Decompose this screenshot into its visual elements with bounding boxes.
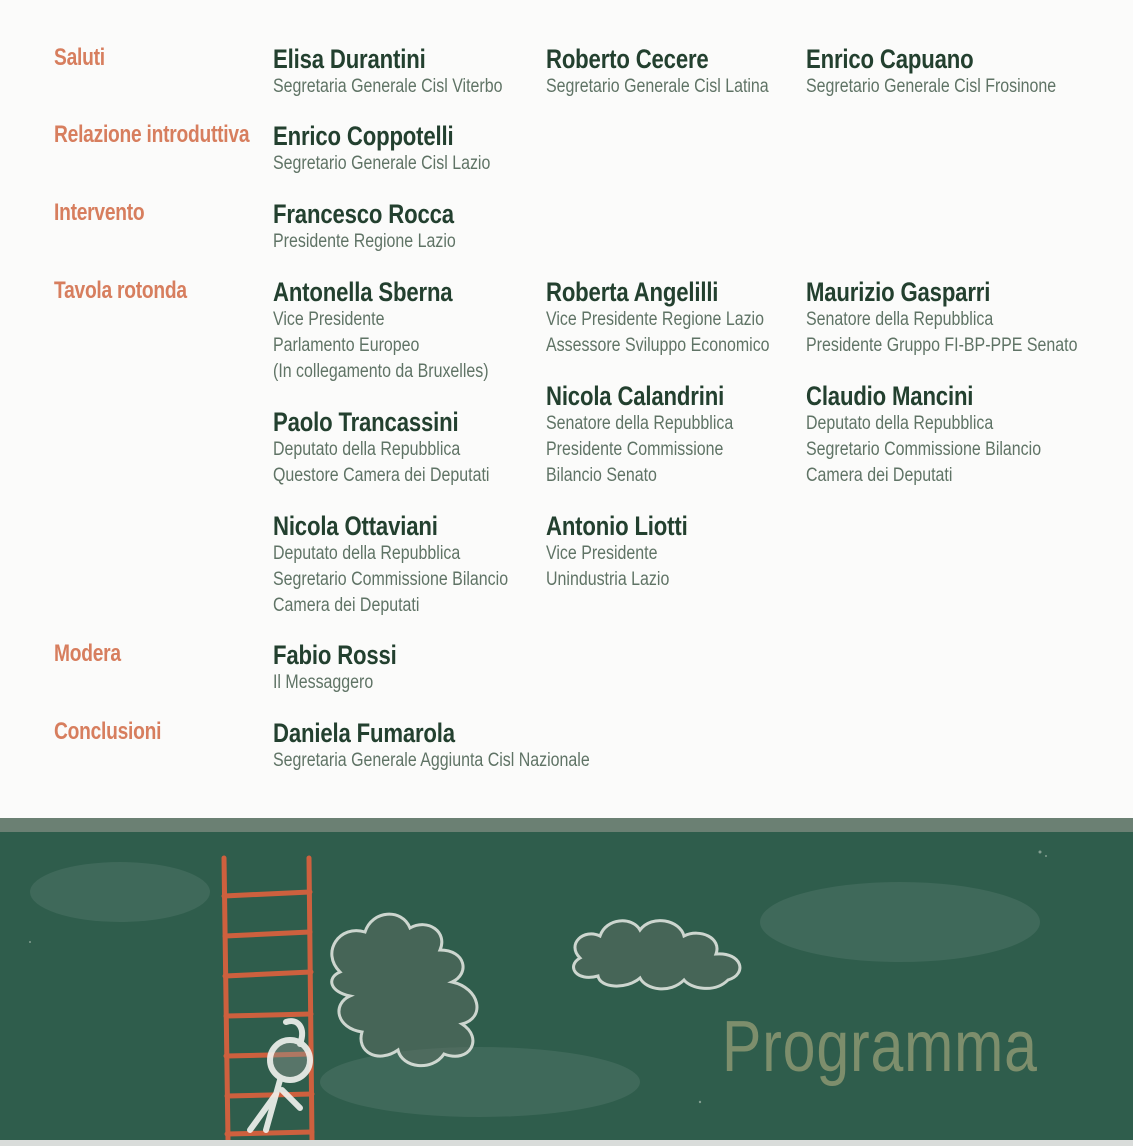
speaker-name: Claudio Mancini <box>806 381 974 411</box>
speaker-entry <box>273 277 530 385</box>
speaker-name: Maurizio Gasparri <box>806 277 991 307</box>
speaker-name: Nicola Calandrini <box>546 381 725 411</box>
speaker-entry <box>546 511 719 593</box>
speaker-entry <box>806 277 1129 359</box>
speaker-name: Daniela Fumarola <box>273 718 455 748</box>
speaker-role: Vice Presidente <box>546 543 658 564</box>
speaker-name: Roberto Cecere <box>546 44 709 74</box>
speaker-entry <box>273 407 531 489</box>
section-label-tavola-rotonda: Tavola rotonda <box>54 277 187 304</box>
section-label-relazione-introduttiva: Relazione introduttiva <box>54 121 250 148</box>
board-title: Programma <box>722 1007 1038 1087</box>
speaker-role: Segretaria Generale Cisl Viterbo <box>273 76 503 97</box>
speaker-role: Segretario Generale Cisl Latina <box>546 76 769 97</box>
speaker-entry <box>273 718 650 774</box>
chalk-cloud-icon <box>574 921 740 989</box>
speaker-role: Unindustria Lazio <box>546 569 670 590</box>
speaker-role: Segretario Generale Cisl Lazio <box>273 153 491 174</box>
speaker-name: Paolo Trancassini <box>273 407 459 437</box>
speaker-role: Deputato della Repubblica <box>806 413 994 434</box>
section-label-saluti: Saluti <box>54 44 105 71</box>
speaker-role: Deputato della Repubblica <box>273 439 461 460</box>
speaker-entry <box>273 121 532 177</box>
speaker-role: Camera dei Deputati <box>806 465 953 486</box>
speaker-name: Fabio Rossi <box>273 640 397 670</box>
speaker-role: Presidente Regione Lazio <box>273 231 456 252</box>
speaker-role: Bilancio Senato <box>546 465 657 486</box>
speaker-role: Camera dei Deputati <box>273 595 420 616</box>
speaker-role: (In collegamento da Bruxelles) <box>273 361 489 382</box>
speaker-entry <box>273 44 546 100</box>
speaker-role: Senatore della Repubblica <box>546 413 734 434</box>
speaker-entry <box>546 44 811 100</box>
speaker-role: Senatore della Repubblica <box>806 309 994 330</box>
speaker-name: Roberta Angelilli <box>546 277 719 307</box>
chalk-ladder-icon <box>224 858 312 1140</box>
speaker-name: Elisa Durantini <box>273 44 426 74</box>
section-label-intervento: Intervento <box>54 199 145 226</box>
speaker-entry <box>273 640 424 696</box>
section-label-conclusioni: Conclusioni <box>54 718 162 745</box>
speaker-name: Enrico Coppotelli <box>273 121 454 151</box>
speaker-role: Presidente Commissione <box>546 439 724 460</box>
chalk-figure-icon <box>250 1021 310 1130</box>
speaker-role: Il Messaggero <box>273 672 374 693</box>
speaker-entry <box>806 44 1104 100</box>
speaker-role: Segretario Commissione Bilancio <box>273 569 509 590</box>
speaker-name: Antonio Liotti <box>546 511 688 541</box>
page-bottom-strip <box>0 1140 1133 1146</box>
chalkboard-illustration <box>0 832 1133 1140</box>
speaker-name: Francesco Rocca <box>273 199 454 229</box>
speaker-entry <box>546 381 769 489</box>
speaker-role: Assessore Sviluppo Economico <box>546 335 770 356</box>
speaker-role: Segretaria Generale Aggiunta Cisl Nazionale <box>273 750 590 771</box>
speaker-name: Antonella Sberna <box>273 277 453 307</box>
speaker-entry <box>546 277 812 359</box>
speaker-role: Segretario Commissione Bilancio <box>806 439 1042 460</box>
chalkboard-banner <box>0 818 1133 1140</box>
speaker-name: Enrico Capuano <box>806 44 974 74</box>
speaker-entry <box>806 381 1086 489</box>
speaker-role: Segretario Generale Cisl Frosinone <box>806 76 1057 97</box>
speaker-name: Nicola Ottaviani <box>273 511 438 541</box>
chalk-cloud-icon <box>332 914 477 1065</box>
speaker-role: Vice Presidente <box>273 309 385 330</box>
speaker-role: Presidente Gruppo FI-BP-PPE Senato <box>806 335 1078 356</box>
speaker-role: Deputato della Repubblica <box>273 543 461 564</box>
speaker-role: Vice Presidente Regione Lazio <box>546 309 764 330</box>
section-label-modera: Modera <box>54 640 121 667</box>
speaker-entry <box>273 511 553 619</box>
speaker-role: Parlamento Europeo <box>273 335 420 356</box>
speaker-entry <box>273 199 494 255</box>
speaker-role: Questore Camera dei Deputati <box>273 465 490 486</box>
